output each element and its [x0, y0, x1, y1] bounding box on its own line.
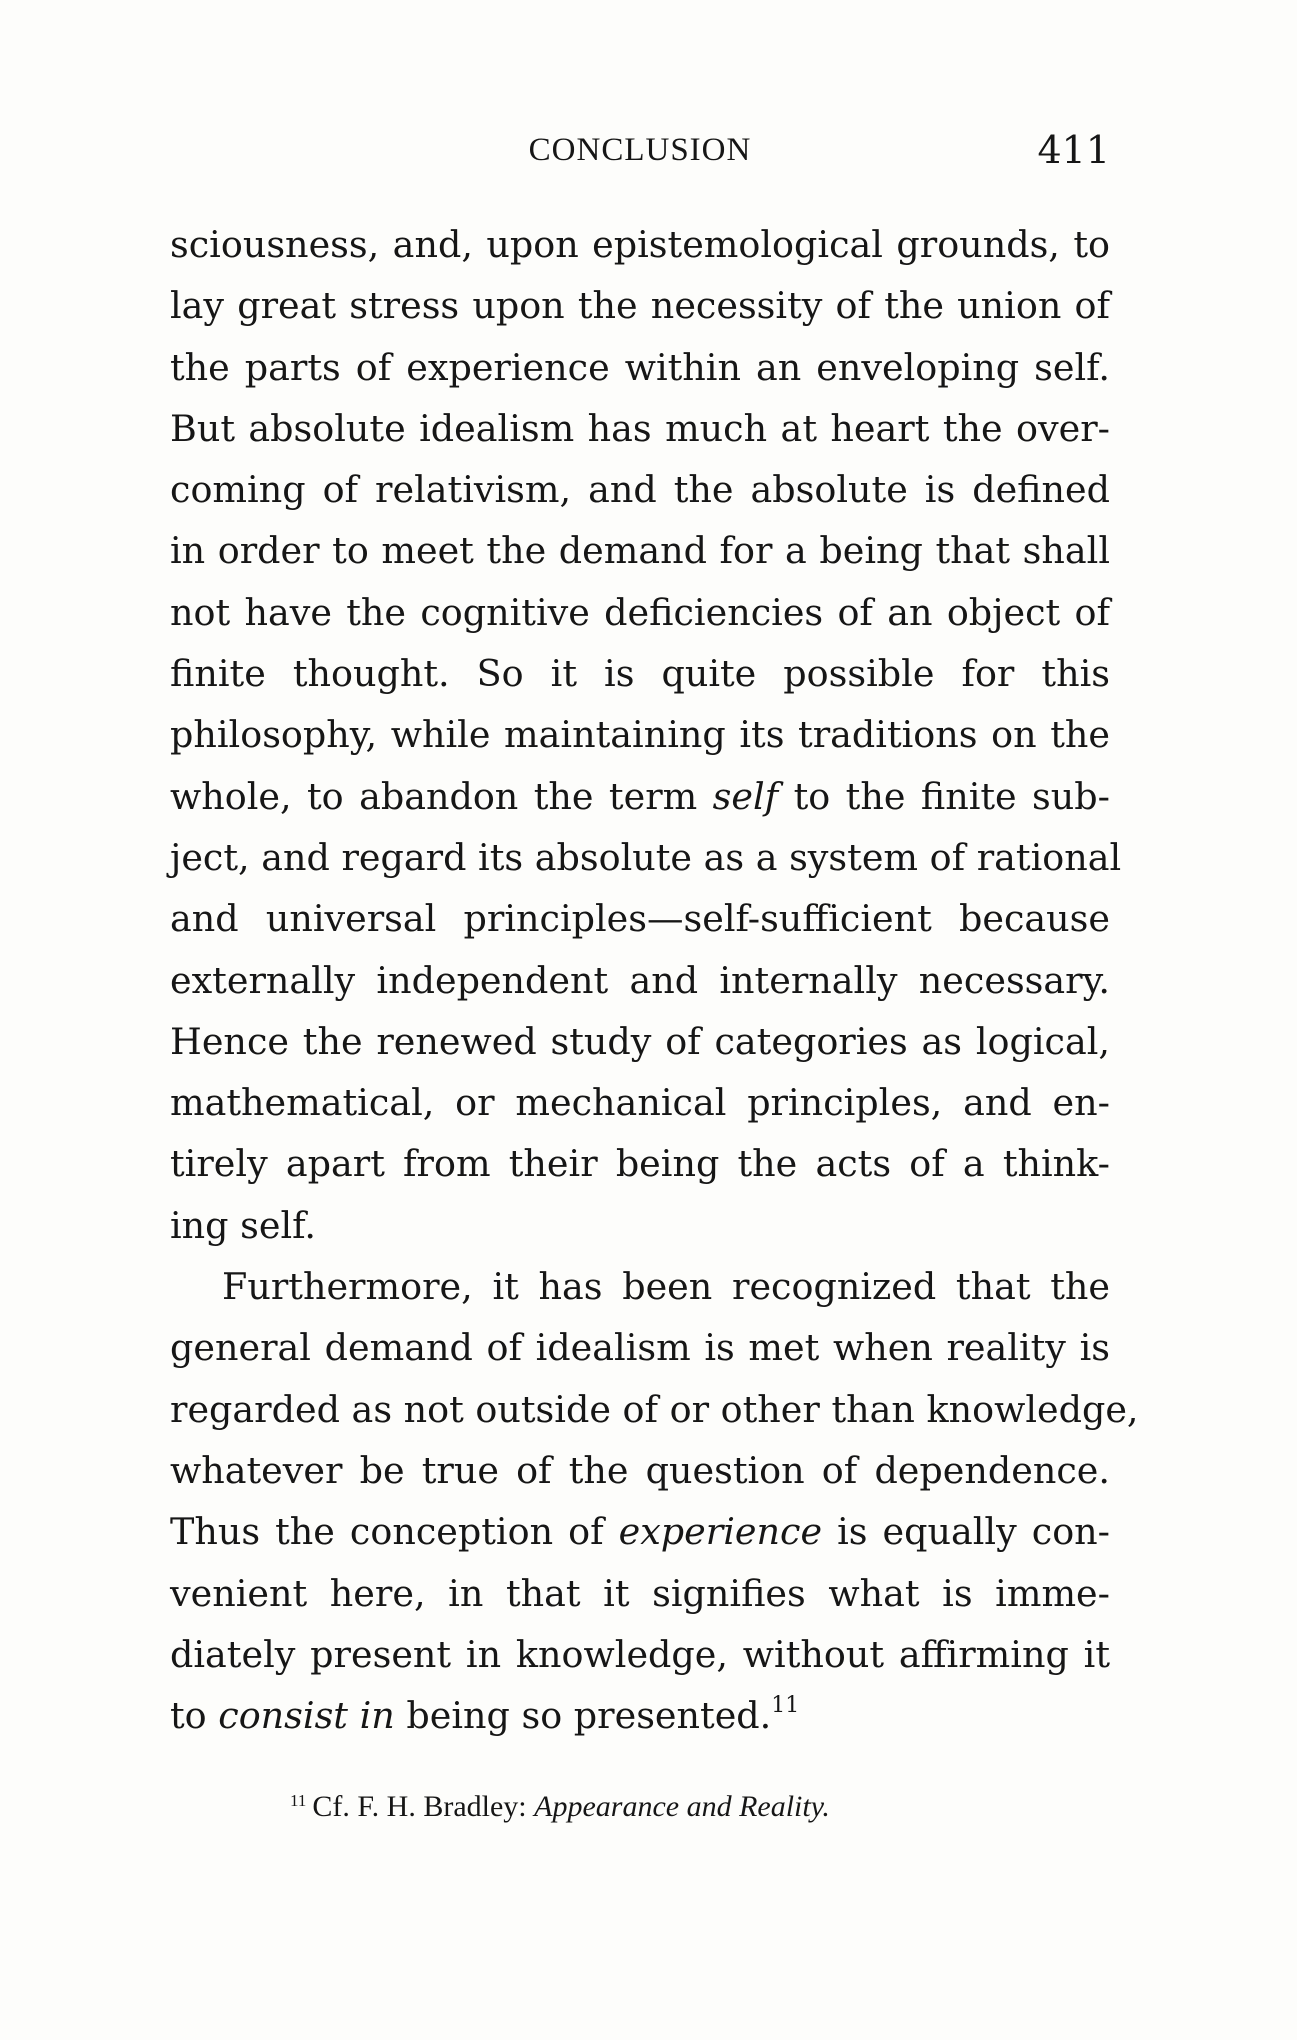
text-line: lay great stress upon the necessity of the union of — [170, 284, 1110, 328]
text-run: is equally con- — [822, 1510, 1111, 1554]
text-line: tirely apart from their being the acts of a think- — [170, 1142, 1110, 1186]
text-line: not have the cognitive deficiencies of an object of — [170, 590, 1110, 634]
text-line: externally independent and internally necessary. — [170, 958, 1110, 1002]
text-line: in order to meet the demand for a being that shall — [170, 529, 1110, 573]
text-line: Hence the renewed study of categories as logical, — [170, 1019, 1110, 1063]
text-line: Furthermore, it has been recognized that the — [222, 1265, 1110, 1309]
text-line: mathematical, or mechanical principles, and en- — [170, 1081, 1110, 1125]
running-title: CONCLUSION — [528, 132, 752, 168]
body-text — [170, 214, 1139, 1746]
text-run: to the finite sub- — [778, 774, 1110, 818]
italic-term-consist-in: consist in — [218, 1694, 395, 1738]
italic-term-experience: experience — [618, 1510, 823, 1554]
text-line: diately present in knowledge, without affirming it — [170, 1632, 1110, 1676]
text-line — [170, 1501, 1110, 1562]
footnote-reference: 11 — [771, 1693, 800, 1719]
footnote-marker: 11 — [290, 1791, 307, 1810]
running-head — [170, 128, 1110, 178]
text-line: finite thought. So it is quite possible for this — [170, 652, 1110, 696]
page-number: 411 — [1037, 128, 1110, 172]
text-line: philosophy, while maintaining its traditions on the — [170, 713, 1110, 757]
text-line: the parts of experience within an enveloping self. — [170, 345, 1110, 389]
text-run: Thus the conception of — [170, 1510, 619, 1554]
text-run: being so presented. — [394, 1694, 772, 1738]
text-line: venient here, in that it signifies what is imme- — [170, 1571, 1110, 1615]
italic-term-self: self — [712, 774, 779, 818]
text-run: to — [170, 1694, 219, 1738]
text-line: and universal principles—self-sufficient because — [170, 897, 1110, 941]
footnote-text: Cf. F. H. Bradley: — [312, 1790, 535, 1823]
text-line: sciousness, and, upon epistemological grounds, to — [170, 223, 1110, 266]
text-line: whatever be true of the question of dependence. — [170, 1448, 1110, 1492]
text-run: whole, to abandon the term — [170, 774, 713, 818]
text-line: coming of relativism, and the absolute is defined — [170, 468, 1110, 512]
text-line — [170, 766, 1110, 827]
text-line: regarded as not outside of or other than knowledge, — [170, 1387, 1139, 1431]
text-line — [170, 1685, 1110, 1746]
text-line: ject, and regard its absolute as a system of rational — [170, 835, 1122, 879]
footnote — [290, 1790, 830, 1824]
text-line: general demand of idealism is met when reality is — [170, 1326, 1110, 1370]
footnote-book-title: Appearance and Reality. — [534, 1790, 830, 1823]
text-line: ing self. — [170, 1203, 316, 1247]
text-line: But absolute idealism has much at heart the over- — [170, 406, 1110, 450]
